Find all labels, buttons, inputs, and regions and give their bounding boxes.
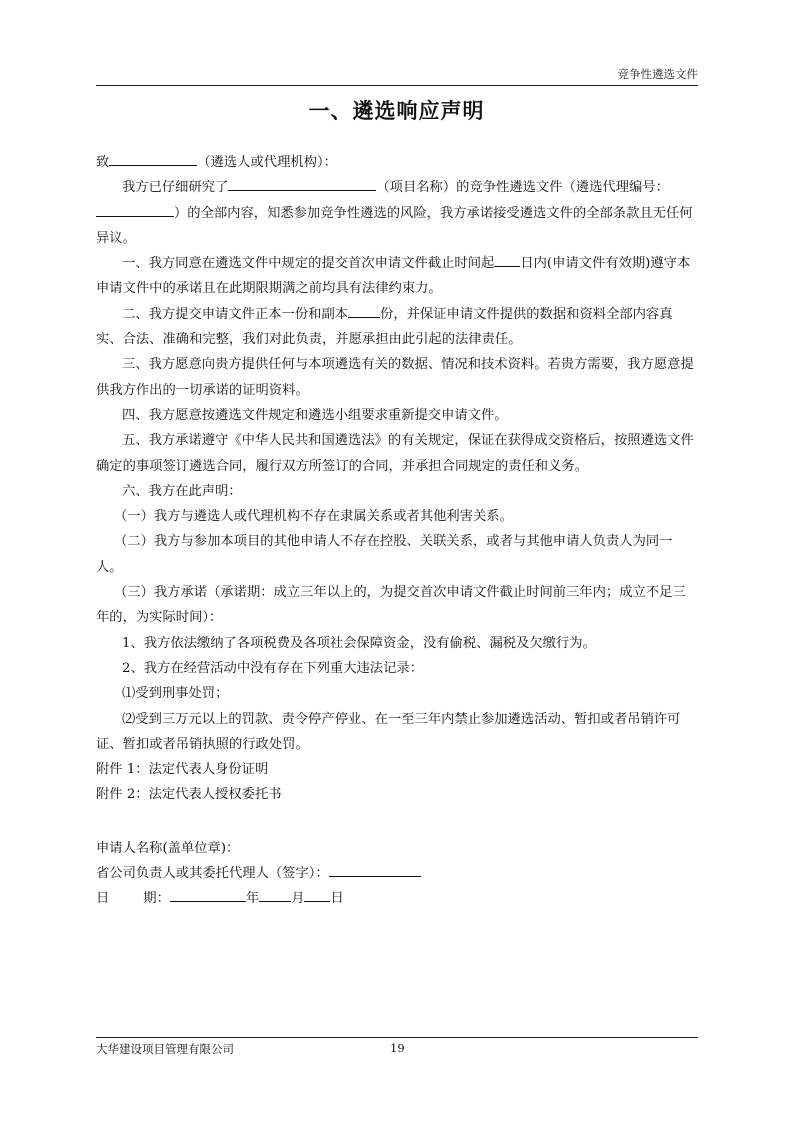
paragraph-6: 六、我方在此声明： <box>122 483 242 499</box>
month-blank[interactable] <box>259 886 291 902</box>
commitment-1: 1、我方依法缴纳了各项税费及各项社会保障资金，没有偷税、漏税及欠缴行为。 <box>122 635 596 651</box>
footer-company: 大华建设项目管理有限公司 <box>96 1042 234 1056</box>
intro-text-c: ）的全部内容，知悉参加竞争性遴选的风险，我方承诺接受遴选文件的全部条款且无任何异议。 <box>96 205 693 246</box>
representative-label: 省公司负责人或其委托代理人（签字）： <box>96 866 329 882</box>
attachment-1: 附件 1：法定代表人身份证明 <box>96 762 269 778</box>
p2-text-a: 二、我方提交申请文件正本一份和副本 <box>122 306 349 322</box>
violation-1: ⑴受到刑事处罚； <box>122 686 229 702</box>
month-label: 月 <box>291 891 305 907</box>
date-line <box>96 886 698 911</box>
paragraph-5: 五、我方承诺遵守《中华人民共和国遴选法》的有关规定，保证在获得成交资格后，按照遴选文件确定的事项签订遴选合同，履行双方所签订的合同，并承担合同规定的责任和义务。 <box>96 433 694 474</box>
p2-text-b: 份，并保证申请文件提供的数据和资料全部内容真实、合法、准确和完整，我们对此负责，并愿承担由此引起的法律责任。 <box>96 306 673 348</box>
date-label-a: 日 <box>96 891 110 907</box>
project-name-blank[interactable] <box>228 175 376 191</box>
paragraph-3: 三、我方愿意向贵方提供任何与本项遴选有关的数据、情况和技术资料。若贵方需要，我方愿意提供我方作出的一切承诺的证明资料。 <box>96 357 694 398</box>
applicant-name-line: 申请人名称(盖单位章)： <box>96 840 240 856</box>
page-number: 19 <box>390 1041 405 1055</box>
p1-text-b: 日内(申请文件有效期)遵守本申请文件中的承诺且在此期限期满之前均具有法律约束力。 <box>96 256 691 297</box>
addressee-line <box>96 150 698 175</box>
page-title: 一、遴选响应声明 <box>308 98 485 123</box>
footer-rule <box>96 1037 698 1038</box>
header-doc-name: 竞争性遴选文件 <box>617 67 698 81</box>
to-prefix: 致 <box>96 155 110 170</box>
year-blank[interactable] <box>170 886 246 902</box>
commitment-2: 2、我方在经营活动中没有存在下列重大违法记录： <box>122 660 423 676</box>
declaration-2: （二）我方与参加本项目的其他申请人不存在控股、关联关系，或者与其他申请人负责人为同一人。 <box>96 534 673 575</box>
addressee-blank[interactable] <box>109 150 197 166</box>
attachment-2: 附件 2：法定代表人授权委托书 <box>96 787 282 803</box>
document-body <box>96 150 698 912</box>
representative-line <box>96 861 698 886</box>
paragraph-1 <box>96 251 698 302</box>
violation-2: ⑵受到三万元以上的罚款、责令停产停业、在一至三年内禁止参加遴选活动、暂扣或者吊销许可证、暂扣或者吊销执照的行政处罚。 <box>96 711 681 752</box>
copies-blank[interactable] <box>348 302 380 318</box>
day-label: 日 <box>330 891 344 907</box>
intro-text-b: （项目名称）的竞争性遴选文件（遴选代理编号： <box>376 180 669 196</box>
day-blank[interactable] <box>304 886 330 902</box>
date-label-b: 期： <box>143 891 170 907</box>
paragraph-intro <box>96 175 698 251</box>
year-label: 年 <box>245 891 260 907</box>
agency-number-blank[interactable] <box>96 201 174 217</box>
intro-text-a: 我方已仔细研究了 <box>122 180 229 196</box>
declaration-1: （一）我方与遴选人或代理机构不存在隶属关系或者其他利害关系。 <box>114 509 513 525</box>
paragraph-4: 四、我方愿意按遴选文件规定和遴选小组要求重新提交申请文件。 <box>122 407 508 423</box>
p1-text-a: 一、我方同意在遴选文件中规定的提交首次申请文件截止时间起 <box>122 256 495 272</box>
declaration-3: （三）我方承诺（承诺期：成立三年以上的，为提交首次申请文件截止时间前三年内；成立不足三年的，为实际时间）： <box>96 585 686 626</box>
paragraph-2 <box>96 302 698 353</box>
signature-blank[interactable] <box>329 861 421 877</box>
validity-days-blank[interactable] <box>494 251 520 267</box>
header-rule <box>96 85 698 86</box>
to-suffix: （遴选人或代理机构）： <box>197 155 337 170</box>
